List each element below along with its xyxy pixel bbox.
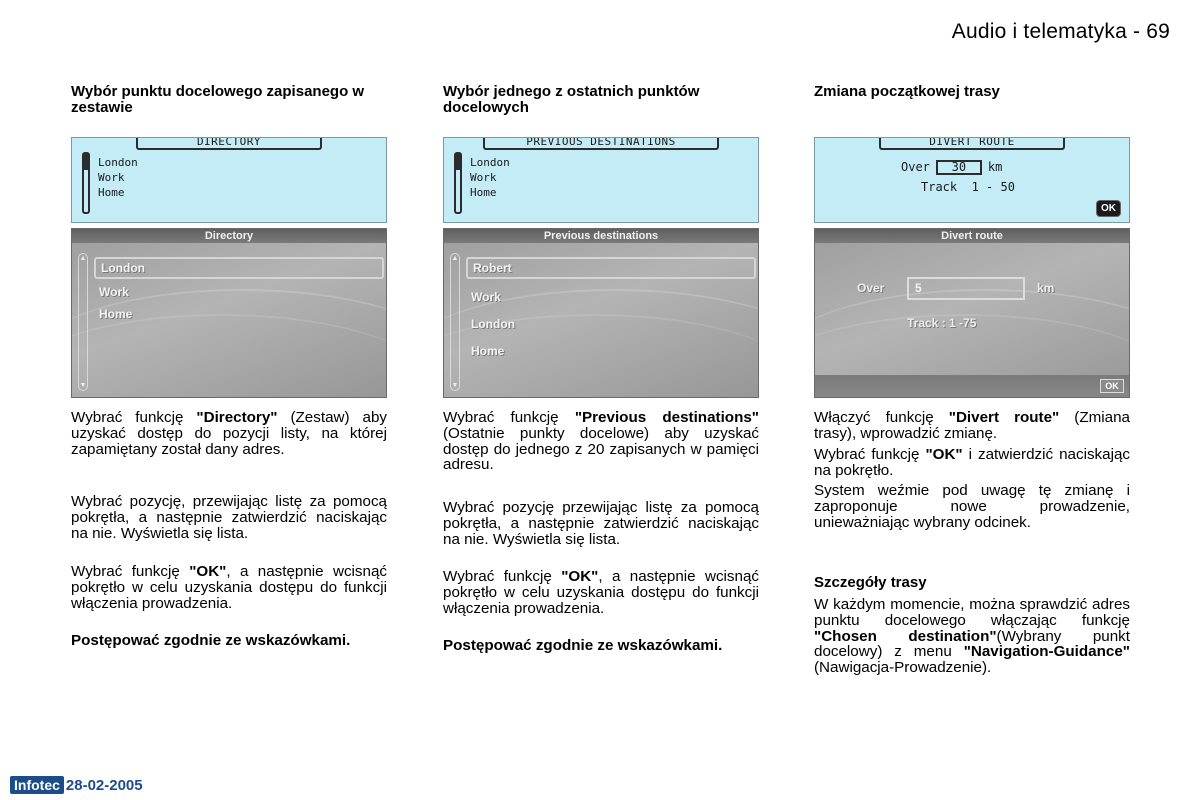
paragraph: Wybrać funkcję "OK" i zatwierdzić naciskając na pokrętło. — [814, 446, 1130, 479]
screen-list-item-selected: Robert — [466, 257, 756, 279]
lcd-screen-previous-destinations — [443, 137, 759, 223]
scroll-up-arrow-icon: ▲ — [79, 255, 87, 262]
lcd-list-item: Work — [470, 171, 497, 184]
lcd-scrollbar — [454, 152, 462, 214]
screen-unit: km — [1037, 281, 1055, 295]
paragraph-bold: Postępować zgodnie ze wskazówkami. — [71, 632, 351, 649]
screen-title: Divert route — [815, 229, 1129, 243]
paragraph: Wybrać pozycję, przewijając listę za pomocą pokrętła, a następnie zatwierdzić naciskając na nie. Wyświetla się lista. — [71, 493, 387, 542]
section-title: Zmiana początkowej trasy — [814, 83, 1000, 100]
color-screen-divert-route — [814, 228, 1130, 398]
lcd-list — [470, 155, 510, 200]
screen-list-item: Home — [99, 307, 133, 321]
page-header: Audio i telematyka - 69 — [951, 20, 1170, 43]
lcd-title: DIRECTORY — [136, 137, 322, 150]
section-title: Wybór jednego z ostatnich punktów docelowych — [443, 83, 700, 116]
lcd-over-row — [901, 160, 1002, 175]
scroll-down-arrow-icon: ▼ — [451, 382, 459, 389]
lcd-track-row — [921, 180, 1015, 194]
screen-footer — [815, 375, 1129, 397]
lcd-unit: km — [987, 160, 1003, 174]
lcd-list-item: Home — [470, 186, 497, 199]
lcd-screen-directory — [71, 137, 387, 223]
paragraph: Włączyć funkcję "Divert route" (Zmiana trasy), wprowadzić zmianę. — [814, 409, 1131, 442]
lcd-track-range: 1 - 50 — [971, 180, 1015, 194]
screen-over-input: 5 — [907, 277, 1025, 300]
paragraph: Wybrać funkcję "Previous destinations" (Ostatnie punkty docelowe) aby uzyskać dostęp do jednego z 20 zapisanych w pamięci adresu. — [443, 409, 759, 474]
screen-over-label: Over — [857, 281, 885, 295]
lcd-title: PREVIOUS DESTINATIONS — [483, 137, 719, 150]
paragraph: W każdym momencie, można sprawdzić adres punktu docelowego włączając funkcję "Chosen destination"(Wybrany punkt docelowy) z menu "Navigation-Guidance" (Nawigacja-Prowadzenie). — [814, 596, 1130, 677]
screen-list-item-selected: London — [94, 257, 384, 279]
lcd-scrollbar — [82, 152, 90, 214]
subsection-title: Szczegóły trasy — [814, 574, 927, 591]
screen-track-text: Track : 1 -75 — [907, 316, 977, 330]
screen-list-item: Work — [471, 290, 501, 304]
paragraph: Wybrać pozycję przewijając listę za pomocą pokrętła, a następnie zatwierdzić naciskając na nie. Wyświetla się lista. — [443, 499, 759, 548]
lcd-list — [98, 155, 138, 200]
screen-list — [94, 257, 384, 327]
color-screen-previous-destinations — [443, 228, 759, 398]
lcd-ok-button: OK — [1096, 200, 1121, 217]
lcd-over-value: 30 — [936, 160, 982, 175]
infotec-logo: Infotec — [10, 776, 64, 794]
lcd-over-label: Over — [901, 160, 930, 174]
color-screen-directory — [71, 228, 387, 398]
screen-title: Previous destinations — [444, 229, 758, 243]
section-title: Wybór punktu docelowego zapisanego w zestawie — [71, 83, 365, 116]
screen-list-item: Work — [99, 285, 129, 299]
screen-list-item: London — [471, 317, 515, 331]
lcd-track-label: Track — [921, 180, 958, 194]
paragraph: System weźmie pod uwagę tę zmianę i zaproponuje nowe prowadzenie, unieważniając wybrany odcinek. — [814, 482, 1130, 531]
lcd-screen-divert-route — [814, 137, 1130, 223]
footer-date: 28-02-2005 — [65, 776, 143, 794]
page-footer — [10, 776, 143, 794]
screen-ok-button: OK — [1100, 379, 1124, 393]
screen-list-item: Home — [471, 344, 505, 358]
paragraph: Wybrać funkcję "OK", a następnie wcisnąć pokrętło w celu uzyskania dostępu do funkcji włączenia prowadzenia. — [71, 563, 387, 612]
paragraph: Wybrać funkcję "Directory" (Zestaw) aby uzyskać dostęp do pozycji listy, na której zapamiętany został dany adres. — [71, 409, 387, 458]
paragraph: Wybrać funkcję "OK", a następnie wcisnąć pokrętło w celu uzyskania dostępu do funkcji włączenia prowadzenia. — [443, 568, 759, 617]
lcd-list-item: Work — [98, 171, 125, 184]
screen-list — [466, 257, 756, 369]
lcd-title: DIVERT ROUTE — [879, 137, 1065, 150]
scroll-down-arrow-icon: ▼ — [79, 382, 87, 389]
lcd-list-item: London — [470, 156, 510, 169]
scroll-up-arrow-icon: ▲ — [451, 255, 459, 262]
lcd-list-item: London — [98, 156, 138, 169]
paragraph-bold: Postępować zgodnie ze wskazówkami. — [443, 637, 723, 654]
screen-scrollbar — [450, 253, 460, 391]
lcd-list-item: Home — [98, 186, 125, 199]
screen-title: Directory — [72, 229, 386, 243]
screen-scrollbar — [78, 253, 88, 391]
